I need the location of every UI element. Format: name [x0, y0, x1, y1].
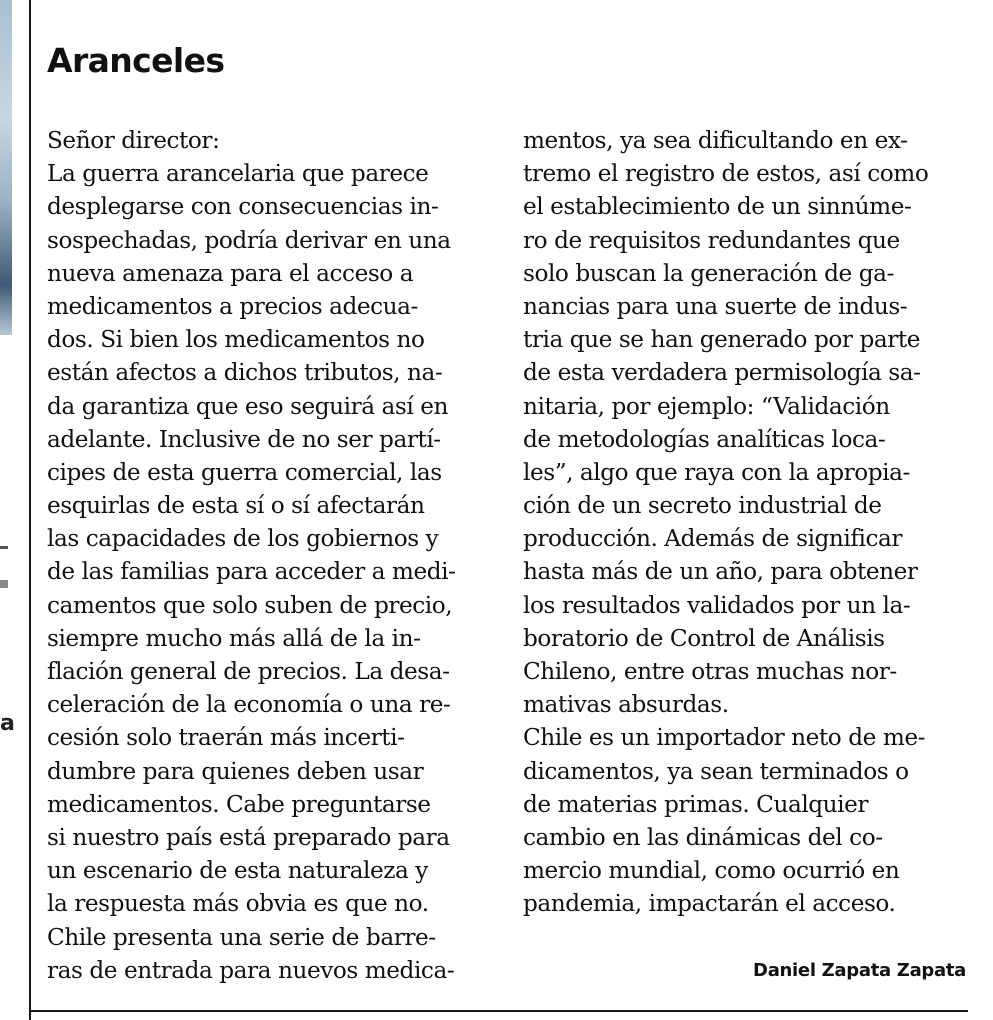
text-line: tria que se han generado por parte: [523, 326, 920, 354]
text-line: siempre mucho más allá de la in-: [47, 624, 421, 652]
text-line: cesión solo traerán más incerti-: [47, 724, 405, 752]
text-line: de las familias para acceder a medi-: [47, 558, 456, 586]
text-line: de metodologías analíticas loca-: [523, 425, 886, 453]
text-line: dicamentos, ya sean terminados o: [523, 757, 909, 785]
text-line: desplegarse con consecuencias in-: [47, 193, 439, 221]
signature: Daniel Zapata Zapata: [753, 960, 966, 981]
text-line: un escenario de esta naturaleza y: [47, 857, 428, 885]
text-line: La guerra arancelaria que parece: [47, 160, 429, 188]
column-divider: [29, 0, 31, 1020]
text-line: boratorio de Control de Análisis: [523, 624, 885, 652]
bottom-rule: [31, 1010, 968, 1012]
text-line: nancias para una suerte de indus-: [523, 292, 908, 320]
adjacent-photo-fragment: [0, 0, 12, 335]
text-line: si nuestro país está preparado para: [47, 823, 450, 851]
right-column: [523, 124, 973, 921]
text-line: celeración de la economía o una re-: [47, 691, 451, 719]
text-line: Señor director:: [47, 127, 220, 154]
text-line: nitaria, por ejemplo: “Validación: [523, 392, 890, 420]
text-line: hasta más de un año, para obtener: [523, 558, 918, 586]
text-line: mentos, ya sea dificultando en ex-: [523, 127, 908, 154]
text-line: cambio en las dinámicas del co-: [523, 823, 883, 851]
text-line: mercio mundial, como ocurrió en: [523, 857, 900, 885]
adjacent-column-edge: [0, 0, 26, 1020]
text-line: Chile presenta una serie de barre-: [47, 923, 436, 951]
text-line: ras de entrada para nuevos medica-: [47, 956, 455, 984]
adjacent-rule: [0, 546, 8, 549]
text-line: el establecimiento de un sinnúme-: [523, 193, 912, 221]
text-line: ción de un secreto industrial de: [523, 492, 882, 520]
text-line: de esta verdadera permisología sa-: [523, 359, 921, 387]
text-line: Chile es un importador neto de me-: [523, 724, 926, 752]
text-line: medicamentos. Cabe preguntarse: [47, 790, 431, 818]
text-line: camentos que solo suben de precio,: [47, 591, 453, 619]
text-line: producción. Además de significar: [523, 525, 903, 553]
left-column: [47, 124, 507, 987]
text-line: pandemia, impactarán el acceso.: [523, 890, 896, 918]
text-line: da garantiza que eso seguirá así en: [47, 392, 449, 420]
text-line: les”, algo que raya con la apropia-: [523, 458, 910, 486]
text-line: adelante. Inclusive de no ser partí-: [47, 425, 441, 453]
text-line: tremo el registro de estos, así como: [523, 160, 929, 188]
text-line: flación general de precios. La desa-: [47, 658, 450, 685]
article-title: Aranceles: [47, 41, 225, 80]
text-line: cipes de esta guerra comercial, las: [47, 458, 442, 486]
adjacent-text-fragment: a: [0, 711, 15, 736]
text-line: están afectos a dichos tributos, na-: [47, 359, 443, 387]
text-line: sospechadas, podría derivar en una: [47, 226, 451, 254]
text-line: ro de requisitos redundantes que: [523, 226, 900, 254]
text-line: dos. Si bien los medicamentos no: [47, 326, 425, 354]
text-line: la respuesta más obvia es que no.: [47, 890, 429, 918]
text-line: dumbre para quienes deben usar: [47, 757, 424, 785]
text-line: solo buscan la generación de ga-: [523, 259, 894, 287]
adjacent-mark: [0, 580, 8, 588]
text-line: medicamentos a precios adecua-: [47, 292, 418, 320]
text-line: de materias primas. Cualquier: [523, 790, 869, 818]
text-line: esquirlas de esta sí o sí afectarán: [47, 492, 425, 520]
text-line: las capacidades de los gobiernos y: [47, 525, 439, 553]
text-line: Chileno, entre otras muchas nor-: [523, 658, 897, 685]
text-line: mativas absurdas.: [523, 691, 729, 719]
text-line: nueva amenaza para el acceso a: [47, 259, 414, 287]
text-line: los resultados validados por un la-: [523, 591, 911, 619]
